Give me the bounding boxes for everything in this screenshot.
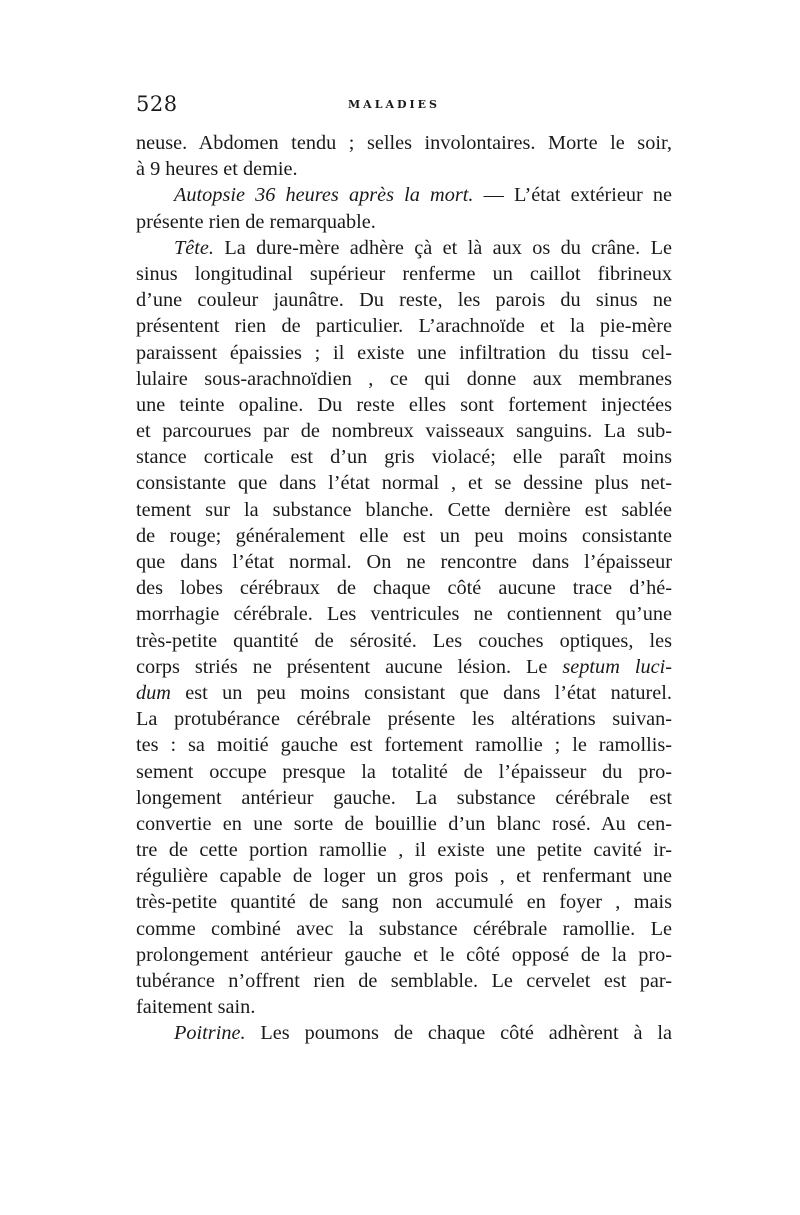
text-segment: tes : sa moitié gauche est fortement ramollie ; le ramollis- [136,734,672,757]
text-segment: Les poumons de chaque côté adhèrent à la [245,1022,672,1045]
text-line [136,759,672,785]
text-segment: très-petite quantité de sérosité. Les couches optiques, les [136,629,672,652]
text-segment: corps striés ne présentent aucune lésion. Le [136,655,563,678]
text-line [136,366,672,392]
text-segment: comme combiné avec la substance cérébrale ramollie. Le [136,917,672,940]
text-segment: tement sur la substance blanche. Cette dernière est sablée [136,498,672,521]
text-line [136,209,672,235]
text-segment: sement occupe presque la totalité de l’épaisseur du pro- [136,760,672,783]
text-segment: stance corticale est d’un gris violacé; elle paraît moins [136,446,672,469]
text-line [136,706,672,732]
text-segment: une teinte opaline. Du reste elles sont fortement injectées [136,393,672,416]
text-line [136,470,672,496]
text-segment: paraissent épaissies ; il existe une infiltration du tissu cel- [136,341,672,364]
page-header [136,92,676,118]
text-segment: prolongement antérieur gauche et le côté opposé de la pro- [136,943,672,966]
text-segment: et parcourues par de nombreux vaisseaux sanguins. La sub- [136,420,672,443]
text-segment: La protubérance cérébrale présente les altérations suivan- [136,708,672,731]
text-line [136,601,672,627]
italic-text: Autopsie 36 heures après la mort. [174,184,474,207]
text-segment: des lobes cérébraux de chaque côté aucune trace d’hé- [136,577,672,600]
body-text [136,130,672,1047]
text-line [136,523,672,549]
text-line [136,130,672,156]
text-line [136,182,672,208]
text-segment: tubérance n’offrent rien de semblable. Le cervelet est par- [136,970,672,992]
text-line [136,235,672,261]
text-segment: très-petite quantité de sang non accumulé en foyer , mais [136,891,672,914]
text-line [136,261,672,287]
text-line [136,942,672,968]
text-segment: morrhagie cérébrale. Les ventricules ne contiennent qu’une [136,603,672,626]
running-head: MALADIES [348,98,440,111]
text-line [136,628,672,654]
text-line [136,889,672,915]
text-line [136,785,672,811]
text-segment: La dure-mère adhère çà et là aux os du crâne. Le [214,236,672,259]
text-line [136,575,672,601]
italic-text: dum [136,681,171,704]
text-line [136,340,672,366]
text-line [136,837,672,863]
text-segment: tre de cette portion ramollie , il existe une petite cavité ir- [136,839,672,862]
text-segment: régulière capable de loger un gros pois , et renfermant une [136,865,672,888]
text-segment: de rouge; généralement elle est un peu moins consistante [136,524,672,547]
text-segment: présente rien de remarquable. [136,210,376,233]
text-line [136,916,672,942]
page-number: 528 [136,92,178,116]
text-segment: est un peu moins consistant que dans l’état naturel. [170,681,672,704]
text-line [136,680,672,706]
text-line [136,418,672,444]
text-line [136,549,672,575]
italic-text: septum luci- [562,655,672,678]
text-segment: longement antérieur gauche. La substance cérébrale est [136,786,672,809]
text-line [136,444,672,470]
text-line [136,968,672,994]
text-segment: neuse. Abdomen tendu ; selles involontaires. Morte le soir, [136,132,672,154]
text-line [136,497,672,523]
text-segment: que dans l’état normal. On ne rencontre dans l’épaisseur [136,551,672,573]
text-segment: à 9 heures et demie. [136,158,298,181]
text-line [136,287,672,313]
text-segment: faitement sain. [136,996,256,1019]
text-line [136,654,672,680]
italic-text: Tête. [174,236,214,259]
text-segment: lulaire sous-arachnoïdien , ce qui donne aux membranes [136,367,672,390]
text-line [136,863,672,889]
text-segment: consistante que dans l’état normal , et se dessine plus net- [136,472,672,495]
text-line [136,994,672,1020]
text-segment: d’une couleur jaunâtre. Du reste, les parois du sinus ne [136,289,672,312]
italic-text: Poitrine. [174,1022,246,1045]
text-line [136,313,672,339]
text-segment: — L’état extérieur ne [473,184,673,207]
text-segment: sinus longitudinal supérieur renferme un caillot fibrineux [136,262,672,285]
text-line [136,392,672,418]
text-segment: convertie en une sorte de bouillie d’un blanc rosé. Au cen- [136,812,672,835]
text-segment: présentent rien de particulier. L’arachnoïde et la pie-mère [136,315,672,338]
text-line [136,732,672,758]
text-line [136,156,672,182]
text-line [136,1020,672,1046]
text-line [136,811,672,837]
